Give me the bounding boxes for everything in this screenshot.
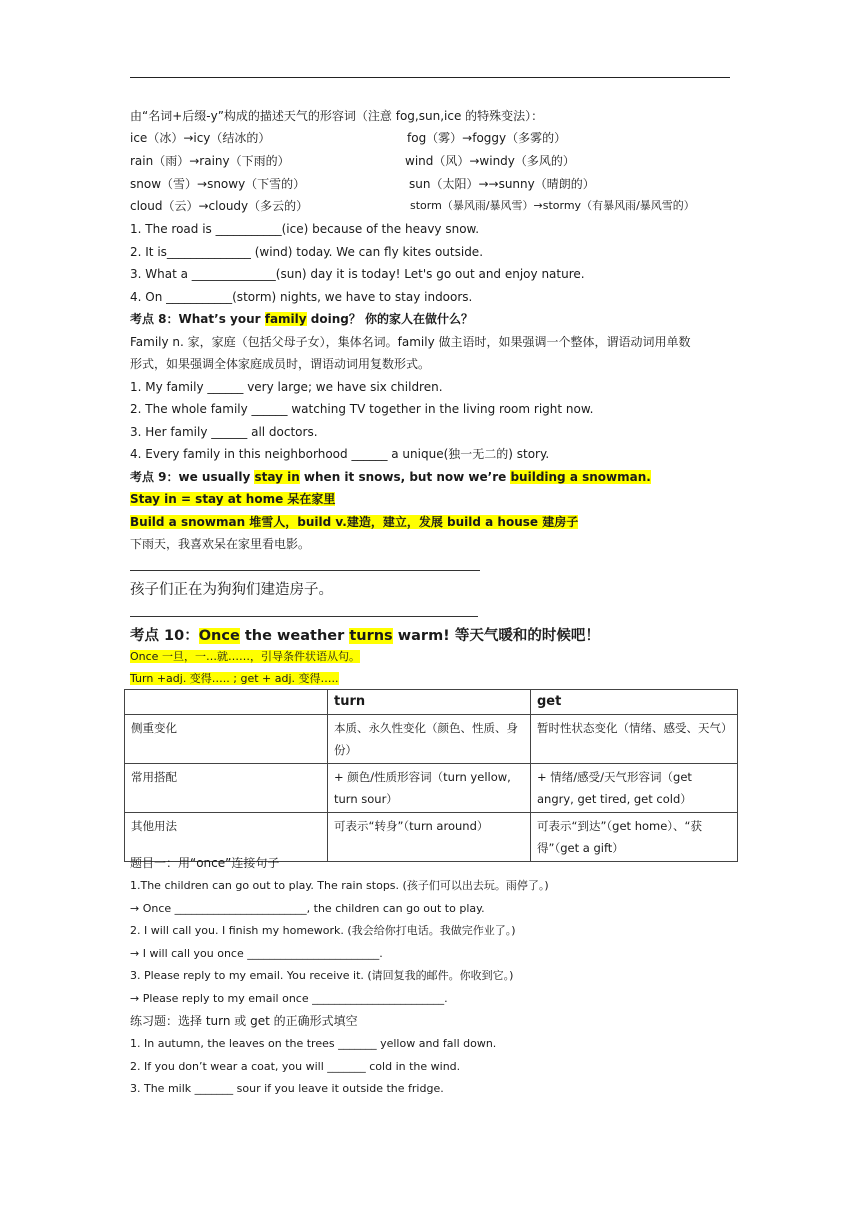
point-8-suffix: doing？ 你的家人在做什么？ — [306, 312, 474, 326]
point-8-prefix: 考点 8：What’s your — [130, 312, 265, 326]
table-header-cell: turn — [328, 690, 531, 715]
highlight-family: family — [264, 312, 307, 326]
table-cell: 本质、永久性变化（颜色、性质、身份） — [328, 715, 531, 764]
table-header-row — [125, 690, 738, 715]
exercise-line: 1. My family ______ very large; we have six children. — [130, 380, 443, 394]
translation-prompt: 孩子们正在为狗狗们建造房子。 — [130, 582, 333, 598]
point-10-heading — [130, 626, 600, 646]
practice-line: 2. If you don’t wear a coat, you will _______ cold in the wind. — [130, 1060, 461, 1073]
point-9-phrase: Build a snowman 堆雪人，build v.建造，建立，发展 build a house 建房子 — [130, 515, 579, 529]
table-cell: 暂时性状态变化（情绪、感受、天气） — [531, 715, 738, 764]
exercise-line: 3. Her family ______ all doctors. — [130, 425, 318, 439]
table-row — [125, 715, 738, 764]
pair-right: sun（太阳）→→sunny（晴朗的） — [409, 177, 595, 191]
table-cell: + 颜色/性质形容词（turn yellow, turn sour） — [328, 764, 531, 813]
pair-left: rain（雨）→rainy（下雨的） — [130, 154, 290, 168]
table-cell: 可表示“到达”（get home）、“获得”（get a gift） — [531, 813, 738, 862]
answer-blank-line — [130, 570, 480, 571]
exercise-line: 4. Every family in this neighborhood ______ a unique(独一无二的) story. — [130, 447, 550, 461]
question-line: 1.The children can go out to play. The rain stops. (孩子们可以出去玩。雨停了。) — [130, 879, 549, 892]
point-8-heading — [130, 311, 473, 327]
point-10-prefix: 考点 10： — [130, 628, 199, 644]
exercise-line: 4. On ___________(storm) nights, we have to stay indoors. — [130, 290, 473, 304]
answer-blank-line — [130, 616, 478, 617]
table-header-cell — [125, 690, 328, 715]
point-9-part: when it snows, but now we’re — [299, 470, 511, 484]
question-line: 2. I will call you. I finish my homework. (我会给你打电话。我做完作业了。) — [130, 924, 516, 937]
exercise-line: 3. What a ______________(sun) day it is today! Let's go out and enjoy nature. — [130, 267, 585, 281]
intro-line: 由“名词+后缀-y”构成的描述天气的形容词（注意 fog,sun,ice 的特殊变法）： — [130, 109, 544, 123]
table-cell: 其他用法 — [125, 813, 328, 862]
practice-line: 3. The milk _______ sour if you leave it outside the fridge. — [130, 1082, 444, 1095]
table-header-cell: get — [531, 690, 738, 715]
question-line: → I will call you once ________________________. — [130, 947, 383, 960]
practice-title: 练习题：选择 turn 或 get 的正确形式填空 — [130, 1014, 358, 1028]
header-rule — [130, 77, 730, 78]
pair-left: cloud（云）→cloudy（多云的） — [130, 199, 309, 213]
point-9-heading — [130, 469, 651, 485]
question-line: 3. Please reply to my email. You receive it. (请回复我的邮件。你收到它。) — [130, 969, 514, 982]
pair-left: ice（冰）→icy（结冰的） — [130, 131, 271, 145]
exercise-line: 1. The road is ___________(ice) because of the heavy snow. — [130, 222, 480, 236]
point-8-note: 形式，如果强调全体家庭成员时，谓语动词用复数形式。 — [130, 357, 431, 371]
question-line: → Please reply to my email once ________________________. — [130, 992, 448, 1005]
highlight-stay-in: stay in — [254, 470, 300, 484]
question-1-title: 题目一：用“once”连接句子 — [130, 856, 280, 870]
highlight-once: Once — [198, 628, 240, 644]
exercise-line: 2. The whole family ______ watching TV together in the living room right now. — [130, 402, 594, 416]
question-line: → Once ________________________, the children can go out to play. — [130, 902, 485, 915]
table-cell: 可表示“转身”（turn around） — [328, 813, 531, 862]
table-cell: 常用搭配 — [125, 764, 328, 813]
point-10-suffix: warm! 等天气暖和的时候吧！ — [392, 628, 600, 644]
pair-right: storm（暴风雨/暴风雪）→stormy（有暴风雨/暴风雪的） — [410, 199, 695, 212]
point-8-note: Family n. 家，家庭（包括父母子女），集体名词。family 做主语时，如果强调一个整体，谓语动词用单数 — [130, 335, 691, 349]
highlight-turns: turns — [349, 628, 393, 644]
pair-right: wind（风）→windy（多风的） — [405, 154, 575, 168]
point-9-part: 考点 9：we usually — [130, 470, 255, 484]
practice-line: 1. In autumn, the leaves on the trees _______ yellow and fall down. — [130, 1037, 497, 1050]
point-10-note: Turn +adj. 变得….. ; get + adj. 变得….. — [130, 672, 339, 685]
point-10-part: the weather — [239, 628, 350, 644]
point-10-note: Once 一旦，一…就……，引导条件状语从句。 — [130, 650, 360, 663]
pair-left: snow（雪）→snowy（下雪的） — [130, 177, 306, 191]
table-cell: 侧重变化 — [125, 715, 328, 764]
turn-get-table — [124, 689, 738, 862]
translation-prompt: 下雨天，我喜欢呆在家里看电影。 — [130, 537, 311, 551]
pair-right: fog（雾）→foggy（多雾的） — [407, 131, 567, 145]
point-9-phrase: Stay in = stay at home 呆在家里 — [130, 492, 336, 506]
exercise-line: 2. It is______________ (wind) today. We can fly kites outside. — [130, 245, 484, 259]
highlight-building-snowman: building a snowman. — [510, 470, 651, 484]
table-row — [125, 764, 738, 813]
table-cell: + 情绪/感受/天气形容词（get angry, get tired, get cold） — [531, 764, 738, 813]
